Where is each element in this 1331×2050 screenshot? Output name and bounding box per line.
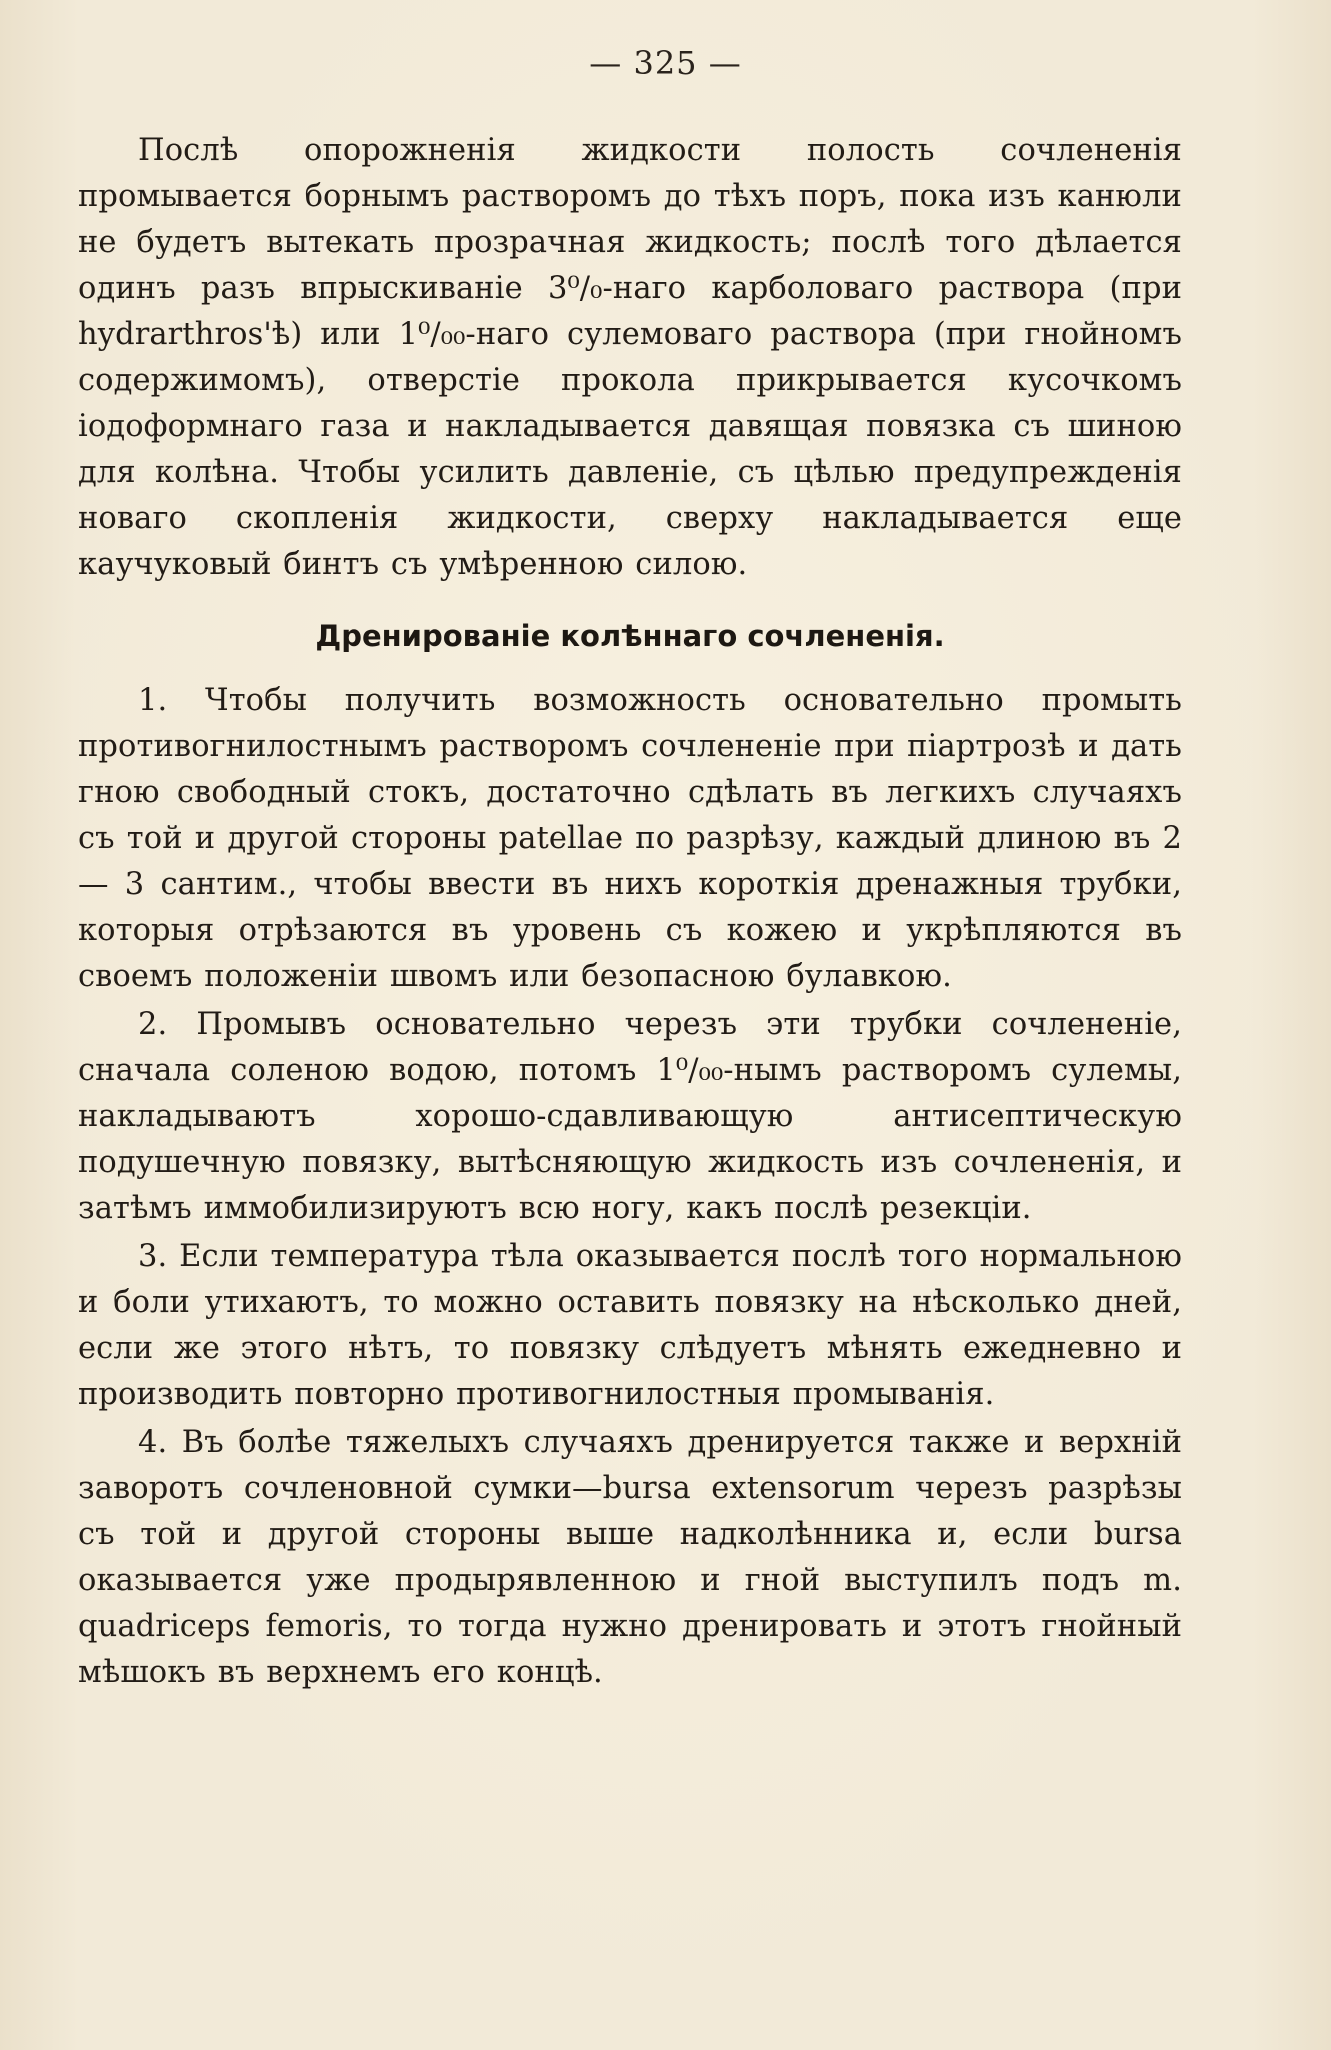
section-heading: Дренированіе колѣннаго сочлененія. <box>315 619 945 653</box>
intro-paragraph: Послѣ опорожненія жидкости полость сочлененія промывается борнымъ растворомъ до тѣхъ поръ, пока изъ канюли не будетъ вытекать прозрачная жидкость; послѣ того дѣлается одинъ разъ впрыскиваніе 3⁰/₀-наго карболоваго раствора (при hydrarthros'ѣ) или 1⁰/₀₀-наго сулемоваго раствора (при гнойномъ содержимомъ), отверстіе прокола прикрывается кусочкомъ іодоформнаго газа и накладывается давящая повязка съ шиною для колѣна. Чтобы усилить давленіе, съ цѣлью предупрежденія новаго скопленія жидкости, сверху накладывается еще каучуковый бинтъ съ умѣренною силою. <box>78 133 1182 582</box>
numbered-paragraph-1: 1. Чтобы получить возможность основательно промыть противогнилостнымъ растворомъ сочлененіе при піартрозѣ и дать гною свободный стокъ, достаточно сдѣлать въ легкихъ случаяхъ съ той и другой стороны patellae по разрѣзу, каждый длиною въ 2 — 3 сантим., чтобы ввести въ нихъ короткія дренажныя трубки, которыя отрѣзаются въ уровень съ кожею и укрѣпляются въ своемъ положеніи швомъ или безопасною булавкою. <box>78 683 1182 994</box>
page-body <box>78 128 1182 1696</box>
numbered-paragraph-4: 4. Въ болѣе тяжелыхъ случаяхъ дренируется также и верхній заворотъ сочленовной сумки—bursa extensorum черезъ разрѣзы съ той и другой стороны выше надколѣнника и, если bursa оказывается уже продырявленною и гной выступилъ подъ m. quadriceps femoris, то тогда нужно дренировать и этотъ гнойный мѣшокъ въ верхнемъ его концѣ. <box>78 1425 1182 1690</box>
numbered-paragraph-3: 3. Если температура тѣла оказывается послѣ того нормальною и боли утихаютъ, то можно оставить повязку на нѣсколько дней, если же этого нѣтъ, то повязку слѣдуетъ мѣнять ежедневно и производить повторно противогнилостныя промыванія. <box>78 1239 1182 1412</box>
numbered-paragraph-2: 2. Промывъ основательно черезъ эти трубки сочлененіе, сначала соленою водою, потомъ 1⁰/₀₀-нымъ растворомъ сулемы, накладываютъ хорошо-сдавливающую антисептическую подушечную повязку, вытѣсняющую жидкость изъ сочлененія, и затѣмъ иммобилизируютъ всю ногу, какъ послѣ резекціи. <box>78 1007 1182 1226</box>
page-number: — 325 — <box>589 44 742 82</box>
